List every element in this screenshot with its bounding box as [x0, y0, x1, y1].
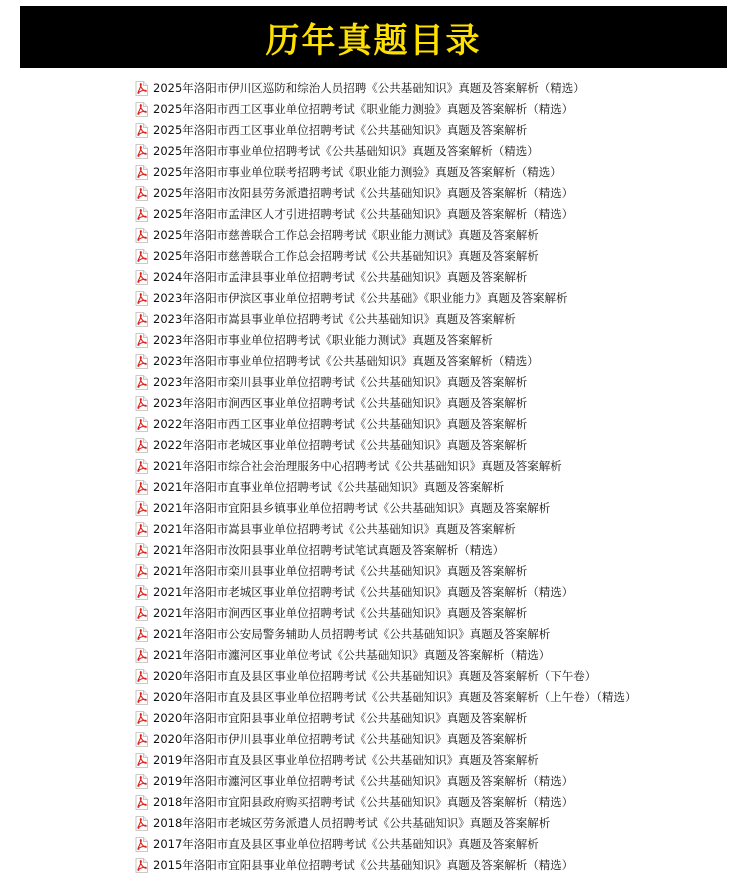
pdf-file-icon — [135, 438, 148, 453]
list-item-label: 2025年洛阳市汝阳县劳务派遣招聘考试《公共基础知识》真题及答案解析（精选） — [153, 186, 574, 200]
pdf-file-icon — [135, 774, 148, 789]
list-item-label: 2023年洛阳市事业单位招聘考试《公共基础知识》真题及答案解析（精选） — [153, 354, 539, 368]
list-item[interactable] — [135, 120, 637, 141]
list-item-label: 2025年洛阳市慈善联合工作总会招聘考试《职业能力测试》真题及答案解析 — [153, 228, 539, 242]
list-item[interactable] — [135, 183, 637, 204]
list-item-label: 2019年洛阳市直及县区事业单位招聘考试《公共基础知识》真题及答案解析 — [153, 753, 539, 767]
list-item[interactable] — [135, 855, 637, 876]
pdf-file-icon — [135, 81, 148, 96]
list-item[interactable] — [135, 792, 637, 813]
pdf-file-icon — [135, 690, 148, 705]
list-item[interactable] — [135, 477, 637, 498]
list-item-label: 2020年洛阳市伊川县事业单位招聘考试《公共基础知识》真题及答案解析 — [153, 732, 528, 746]
list-item[interactable] — [135, 435, 637, 456]
list-item[interactable] — [135, 414, 637, 435]
pdf-file-icon — [135, 333, 148, 348]
list-item-label: 2025年洛阳市孟津区人才引进招聘考试《公共基础知识》真题及答案解析（精选） — [153, 207, 574, 221]
document-list — [135, 78, 637, 876]
list-item-label: 2023年洛阳市事业单位招聘考试《职业能力测试》真题及答案解析 — [153, 333, 493, 347]
list-item-label: 2021年洛阳市老城区事业单位招聘考试《公共基础知识》真题及答案解析（精选） — [153, 585, 574, 599]
pdf-file-icon — [135, 354, 148, 369]
list-item[interactable] — [135, 561, 637, 582]
list-item[interactable] — [135, 666, 637, 687]
list-item[interactable] — [135, 834, 637, 855]
pdf-file-icon — [135, 648, 148, 663]
list-item-label: 2021年洛阳市嵩县事业单位招聘考试《公共基础知识》真题及答案解析 — [153, 522, 516, 536]
list-item[interactable] — [135, 78, 637, 99]
list-item-label: 2025年洛阳市事业单位招聘考试《公共基础知识》真题及答案解析（精选） — [153, 144, 539, 158]
pdf-file-icon — [135, 585, 148, 600]
pdf-file-icon — [135, 795, 148, 810]
list-item[interactable] — [135, 603, 637, 624]
pdf-file-icon — [135, 123, 148, 138]
list-item-label: 2024年洛阳市孟津县事业单位招聘考试《公共基础知识》真题及答案解析 — [153, 270, 528, 284]
pdf-file-icon — [135, 606, 148, 621]
page-title: 历年真题目录 — [265, 20, 482, 61]
list-item-label: 2023年洛阳市栾川县事业单位招聘考试《公共基础知识》真题及答案解析 — [153, 375, 528, 389]
pdf-file-icon — [135, 837, 148, 852]
list-item[interactable] — [135, 771, 637, 792]
list-item-label: 2025年洛阳市慈善联合工作总会招聘考试《公共基础知识》真题及答案解析 — [153, 249, 539, 263]
pdf-file-icon — [135, 291, 148, 306]
pdf-file-icon — [135, 228, 148, 243]
list-item-label: 2021年洛阳市瀍河区事业单位考试《公共基础知识》真题及答案解析（精选） — [153, 648, 551, 662]
list-item[interactable] — [135, 582, 637, 603]
list-item[interactable] — [135, 372, 637, 393]
pdf-file-icon — [135, 144, 148, 159]
list-item[interactable] — [135, 99, 637, 120]
pdf-file-icon — [135, 858, 148, 873]
pdf-file-icon — [135, 312, 148, 327]
list-item-label: 2022年洛阳市西工区事业单位招聘考试《公共基础知识》真题及答案解析 — [153, 417, 528, 431]
list-item[interactable] — [135, 267, 637, 288]
list-item[interactable] — [135, 519, 637, 540]
list-item[interactable] — [135, 225, 637, 246]
list-item[interactable] — [135, 141, 637, 162]
pdf-file-icon — [135, 417, 148, 432]
list-item-label: 2021年洛阳市汝阳县事业单位招聘考试笔试真题及答案解析（精选） — [153, 543, 505, 557]
pdf-file-icon — [135, 270, 148, 285]
list-item[interactable] — [135, 624, 637, 645]
list-item-label: 2023年洛阳市嵩县事业单位招聘考试《公共基础知识》真题及答案解析 — [153, 312, 516, 326]
pdf-file-icon — [135, 816, 148, 831]
list-item[interactable] — [135, 393, 637, 414]
list-item-label: 2021年洛阳市栾川县事业单位招聘考试《公共基础知识》真题及答案解析 — [153, 564, 528, 578]
list-item[interactable] — [135, 729, 637, 750]
list-item[interactable] — [135, 162, 637, 183]
list-item-label: 2025年洛阳市西工区事业单位招聘考试《职业能力测验》真题及答案解析（精选） — [153, 102, 574, 116]
pdf-file-icon — [135, 669, 148, 684]
list-item-label: 2020年洛阳市宜阳县事业单位招聘考试《公共基础知识》真题及答案解析 — [153, 711, 528, 725]
pdf-file-icon — [135, 753, 148, 768]
list-item-label: 2018年洛阳市宜阳县政府购买招聘考试《公共基础知识》真题及答案解析（精选） — [153, 795, 574, 809]
pdf-file-icon — [135, 249, 148, 264]
list-item-label: 2021年洛阳市公安局警务辅助人员招聘考试《公共基础知识》真题及答案解析 — [153, 627, 551, 641]
list-item[interactable] — [135, 351, 637, 372]
pdf-file-icon — [135, 564, 148, 579]
list-item[interactable] — [135, 330, 637, 351]
list-item-label: 2021年洛阳市综合社会治理服务中心招聘考试《公共基础知识》真题及答案解析 — [153, 459, 562, 473]
pdf-file-icon — [135, 459, 148, 474]
list-item-label: 2015年洛阳市宜阳县事业单位招聘考试《公共基础知识》真题及答案解析（精选） — [153, 858, 574, 872]
pdf-file-icon — [135, 375, 148, 390]
list-item[interactable] — [135, 288, 637, 309]
list-item[interactable] — [135, 645, 637, 666]
list-item-label: 2021年洛阳市涧西区事业单位招聘考试《公共基础知识》真题及答案解析 — [153, 606, 528, 620]
pdf-file-icon — [135, 102, 148, 117]
pdf-file-icon — [135, 396, 148, 411]
pdf-file-icon — [135, 186, 148, 201]
list-item[interactable] — [135, 204, 637, 225]
pdf-file-icon — [135, 732, 148, 747]
list-item[interactable] — [135, 246, 637, 267]
list-item-label: 2021年洛阳市宜阳县乡镇事业单位招聘考试《公共基础知识》真题及答案解析 — [153, 501, 551, 515]
list-item-label: 2025年洛阳市西工区事业单位招聘考试《公共基础知识》真题及答案解析 — [153, 123, 528, 137]
list-item-label: 2023年洛阳市伊滨区事业单位招聘考试《公共基础》《职业能力》真题及答案解析 — [153, 291, 568, 305]
list-item[interactable] — [135, 456, 637, 477]
title-banner — [20, 6, 727, 68]
list-item[interactable] — [135, 540, 637, 561]
list-item[interactable] — [135, 687, 637, 708]
pdf-file-icon — [135, 522, 148, 537]
list-item-label: 2019年洛阳市瀍河区事业单位招聘考试《公共基础知识》真题及答案解析（精选） — [153, 774, 574, 788]
list-item-label: 2025年洛阳市伊川区巡防和综治人员招聘《公共基础知识》真题及答案解析（精选） — [153, 81, 585, 95]
pdf-file-icon — [135, 501, 148, 516]
list-item-label: 2021年洛阳市直事业单位招聘考试《公共基础知识》真题及答案解析 — [153, 480, 505, 494]
pdf-file-icon — [135, 207, 148, 222]
list-item-label: 2020年洛阳市直及县区事业单位招聘考试《公共基础知识》真题及答案解析（上午卷）（精选） — [153, 690, 637, 704]
list-item-label: 2017年洛阳市直及县区事业单位招聘考试《公共基础知识》真题及答案解析 — [153, 837, 539, 851]
pdf-file-icon — [135, 480, 148, 495]
list-item-label: 2025年洛阳市事业单位联考招聘考试《职业能力测验》真题及答案解析（精选） — [153, 165, 562, 179]
list-item[interactable] — [135, 708, 637, 729]
list-item-label: 2022年洛阳市老城区事业单位招聘考试《公共基础知识》真题及答案解析 — [153, 438, 528, 452]
pdf-file-icon — [135, 165, 148, 180]
list-item[interactable] — [135, 750, 637, 771]
pdf-file-icon — [135, 711, 148, 726]
pdf-file-icon — [135, 543, 148, 558]
list-item[interactable] — [135, 309, 637, 330]
pdf-file-icon — [135, 627, 148, 642]
list-item-label: 2020年洛阳市直及县区事业单位招聘考试《公共基础知识》真题及答案解析（下午卷） — [153, 669, 597, 683]
list-item-label: 2023年洛阳市涧西区事业单位招聘考试《公共基础知识》真题及答案解析 — [153, 396, 528, 410]
list-item[interactable] — [135, 813, 637, 834]
list-item-label: 2018年洛阳市老城区劳务派遣人员招聘考试《公共基础知识》真题及答案解析 — [153, 816, 551, 830]
list-item[interactable] — [135, 498, 637, 519]
